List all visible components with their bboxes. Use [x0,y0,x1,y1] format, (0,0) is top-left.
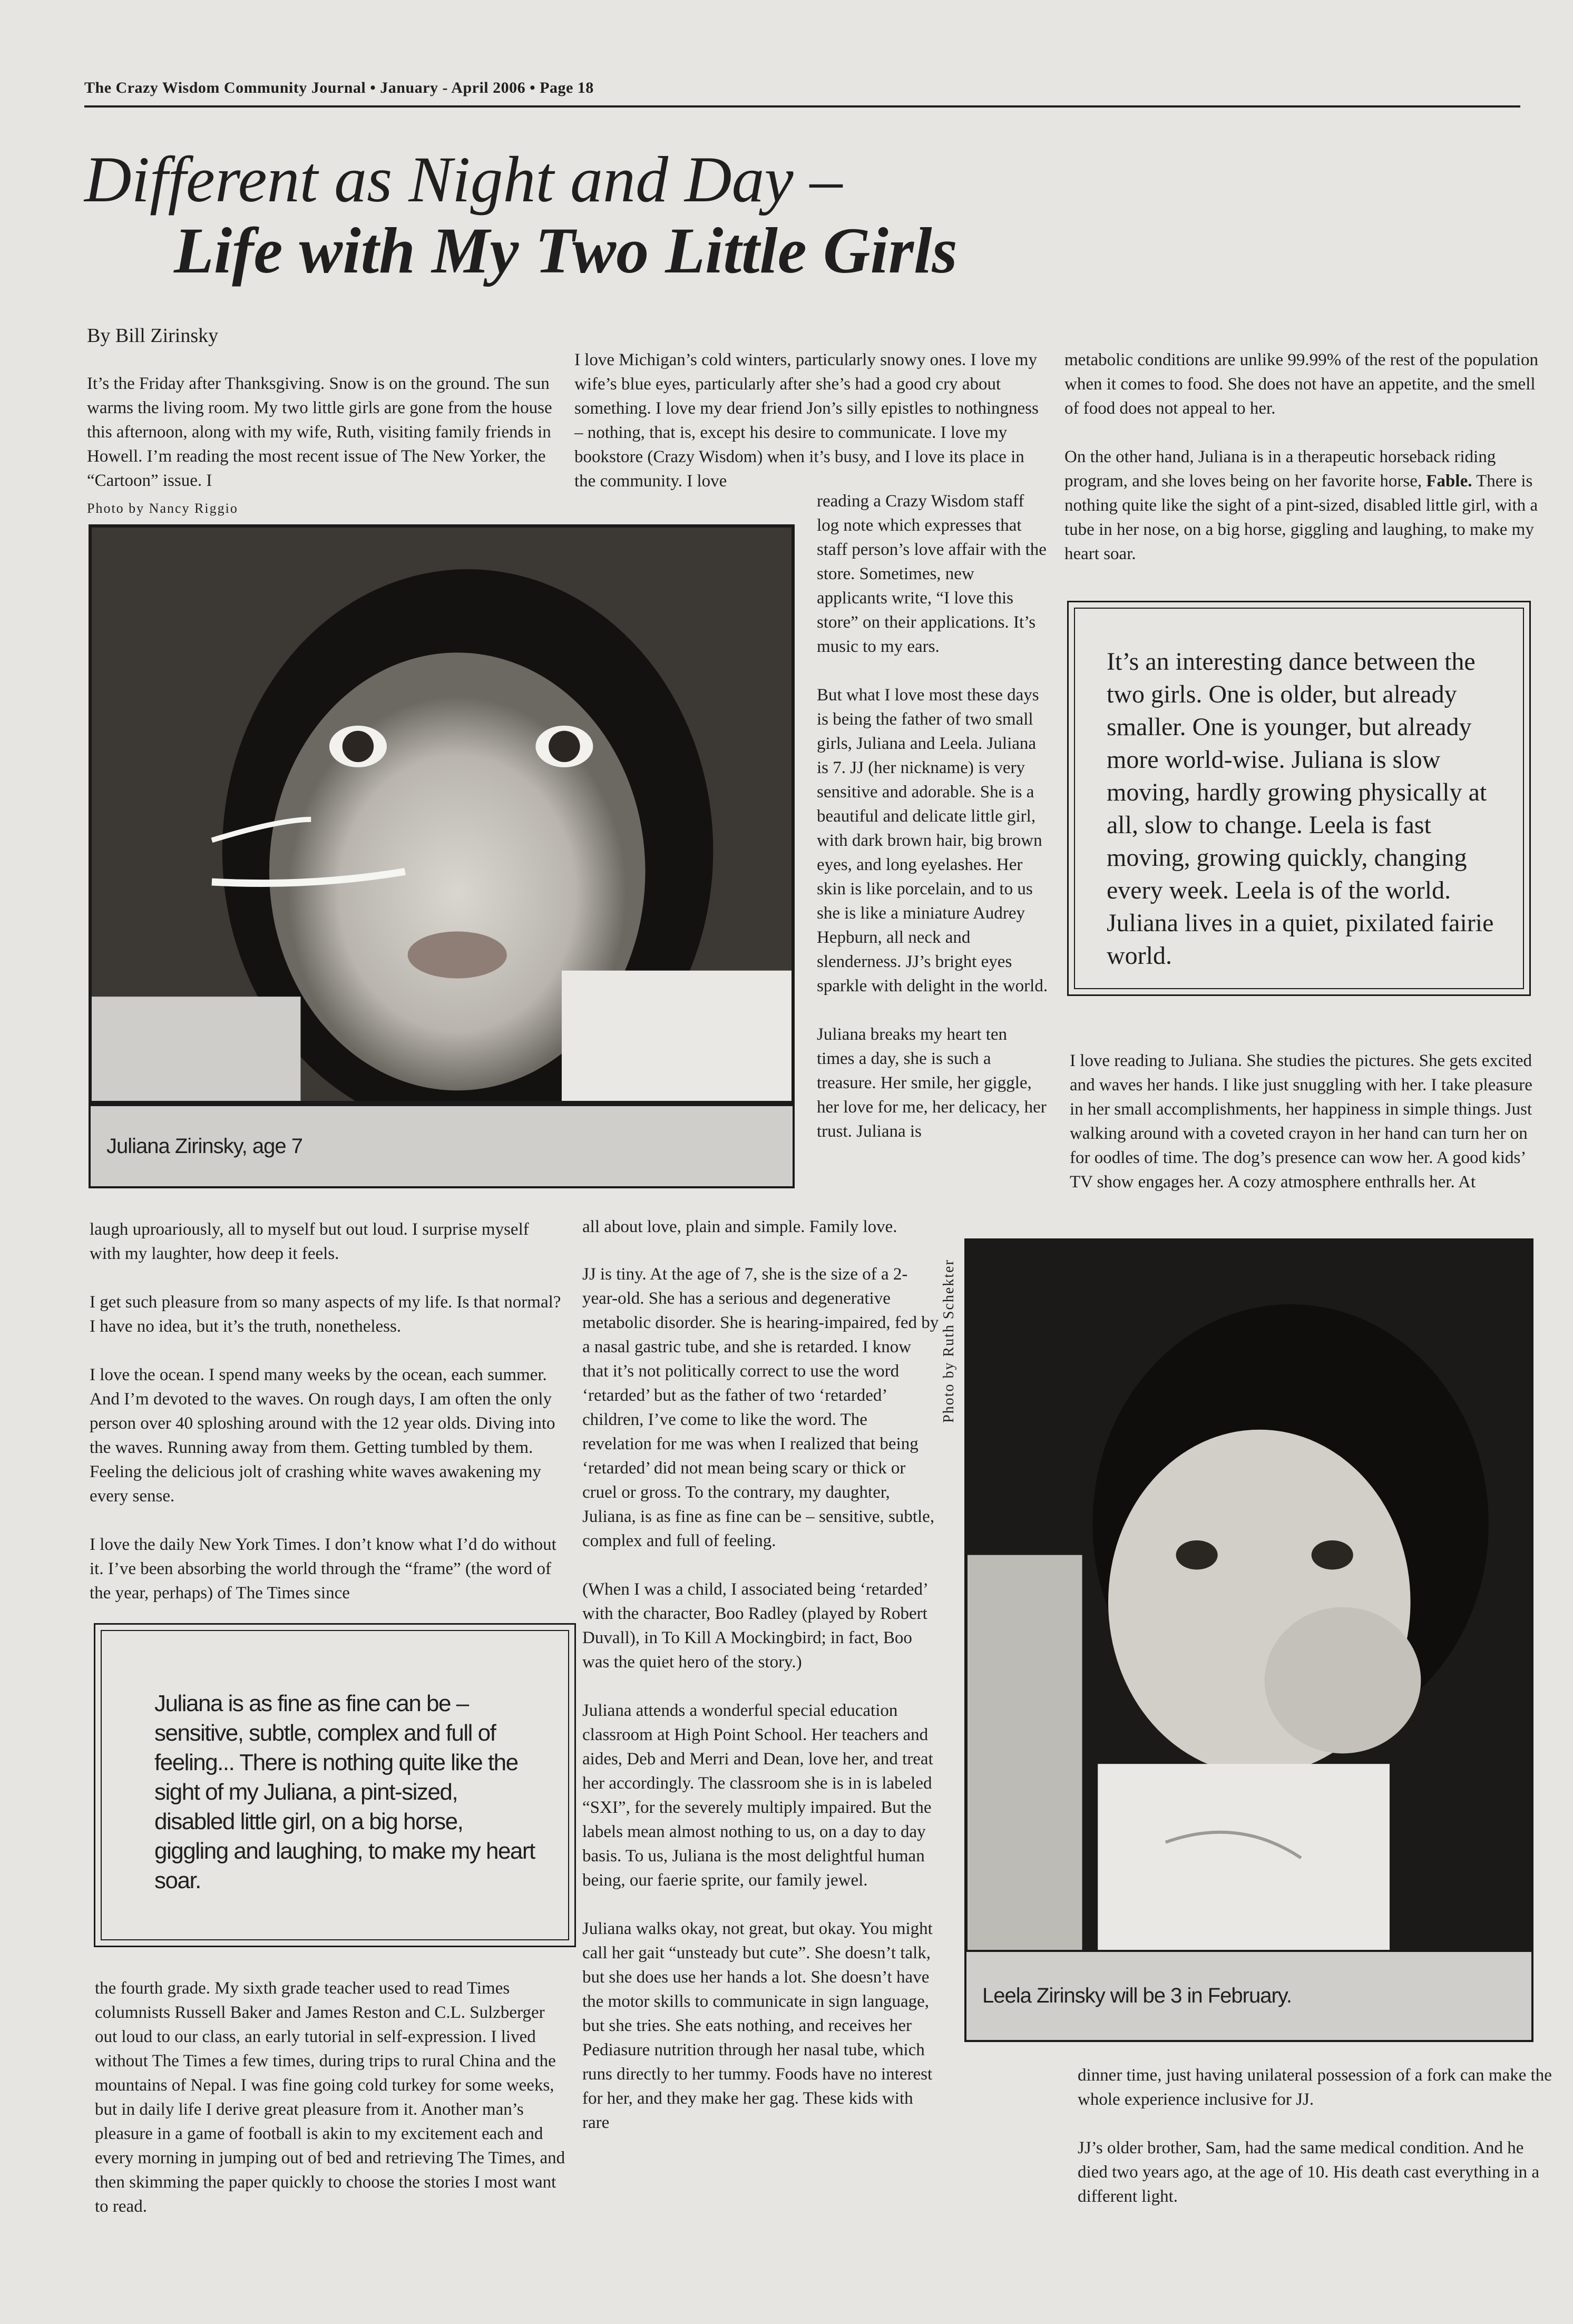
col2-paragraph-2: But what I love most these days is being the father of two small girls, Juliana and Leela. Juliana is 7. JJ (her nickname) is very sensitive and adorable. She is a beautiful and delicate little girl, with dark brown hair, big brown eyes, and long eyelashes. Her skin is like porcelain, and to us she is like a miniature Audrey Hepburn, all neck and slenderness. JJ’s bright eyes sparkle with delight in the world. [817,686,1048,995]
col1-paragraph-4: I love the ocean. I spend many weeks by the ocean, each summer. And I’m devoted to the waves. On rough days, I am often the only person over 40 sploshing around with the 12 year olds. Diving into the waves. Running away from them. Getting tumbled by them. Feeling the delicious jolt of crashing white waves awakening my every sense. [90,1365,555,1506]
pullquote-right [1067,601,1531,996]
pullquote-right-text: It’s an interesting dance between the two girls. One is older, but already smaller. One is younger, but already more world-wise. Juliana is slow moving, hardly growing physically at all, slow to change. Leela is fast moving, growing quickly, changing every week. Leela is of the world. Juliana lives in a quiet, pixilated fairie world. [1107,648,1494,970]
juliana-photo [89,524,795,1104]
col1-paragraph-6: the fourth grade. My sixth grade teacher used to read Times columnists Russell Baker and James Reston and C.L. Sulzberger out loud to our class, an early tutorial in self-expression. I lived without The Times a few times, during trips to rural China and the mountains of Nepal. I was fine going cold turkey for some weeks, but in daily life I derive great pleasure from it. Another man’s pleasure in a game of football is akin to my excitement each and every morning in jumping out of bed and retrieving The Times, and then skimming the paper quickly to choose the stories I most want to read. [95,1979,565,2216]
leela-photo [964,1238,1533,1955]
col2-paragraph-1a: I love Michigan’s cold winters, particularly snowy ones. I love my wife’s blue eyes, particularly after she’s had a good cry about something. I love my dear friend Jon’s silly epistles to nothingness – nothing, that is, except his desire to communicate. I love my bookstore (Crazy Wisdom) when it’s busy, and I love its place in the community. I love [574,350,1039,491]
col2-paragraph-1b: reading a Crazy Wisdom staff log note which expresses that staff person’s love affair with the store. Sometimes, new applicants write, “I love this store” on their applications. It’s music to my ears. [817,492,1047,656]
leela-portrait-image [968,1242,1530,1952]
juliana-caption: Juliana Zirinsky, age 7 [106,1134,302,1158]
col2-middle [582,1262,941,2135]
juliana-caption-box [89,1104,795,1188]
col2-paragraph-6: Juliana attends a wonderful special education classroom at High Point School. Her teachers and aides, Deb and Merri and Dean, love her, and treat her accordingly. The classroom she is in is labeled “SXI”, for the severely multiply impaired. But the labels mean almost nothing to us, on a day to day basis. To us, Juliana is the most delightful human being, our faerie sprite, our family jewel. [582,1701,933,1890]
col1-paragraph-3: I get such pleasure from so many aspects of my life. Is that normal? I have no idea, but it’s the truth, nonetheless. [90,1293,561,1336]
col2-paragraph-5: (When I was a child, I associated being ‘retarded’ with the character, Boo Radley (played by Robert Duvall), in To Kill A Mockingbird; in fact, Boo was the quiet hero of the story.) [582,1580,927,1672]
col2-paragraph-3b: all about love, plain and simple. Family love. [582,1217,897,1236]
col3-bottom [1078,2063,1552,2209]
col1-intro [87,372,561,493]
col3-paragraph-2a: On the other hand, Juliana is in a therapeutic horseback riding program, and she loves being on her favorite horse, [1064,447,1496,491]
pullquote-left [94,1623,576,1947]
col2-paragraph-4: JJ is tiny. At the age of 7, she is the size of a 2-year-old. She has a serious and degenerative metabolic disorder. She is hearing-impaired, fed by a nasal gastric tube, and she is retarded. I know that it’s not politically correct to use the word ‘retarded’ but as the father of two ‘retarded’ children, I’ve come to like the word. The revelation for me was when I realized that being ‘retarded’ did not mean being scary or thick or cruel or gross. To the contrary, my daughter, Juliana, is as fine as fine can be – sensitive, subtle, complex and full of feeling. [582,1265,939,1550]
col1-paragraph-1: It’s the Friday after Thanksgiving. Snow is on the ground. The sun warms the living room. My two little girls are gone from the house this afternoon, along with my wife, Ruth, visiting family friends in Howell. I’m reading the most recent issue of The New Yorker, the “Cartoon” issue. I [87,374,552,490]
juliana-portrait-image [92,528,792,1101]
article-title-line2: Life with My Two Little Girls [174,214,958,287]
col1-lower [90,1217,564,1605]
col2-narrow [817,489,1049,1144]
col1-paragraph-5: I love the daily New York Times. I don’t know what I’d do without it. I’ve been absorbing the world through the “frame” (the word of the year, perhaps) of The Times since [90,1535,556,1603]
col3-paragraph-4: dinner time, just having unilateral possession of a fork can make the whole experience inclusive for JJ. [1078,2066,1552,2109]
header-rule [84,105,1520,108]
pullquote-left-text: Juliana is as fine as fine can be – sensitive, subtle, complex and full of feeling... There is nothing quite like the sight of my Juliana, a pint-sized, disabled little girl, on a big horse, giggling and laughing, to make my heart soar. [154,1691,535,1893]
col2-paragraph-7: Juliana walks okay, not great, but okay. You might call her gait “unsteady but cute”. She doesn’t talk, but she does use her hands a lot. She doesn’t have the motor skills to communicate in sign language, but she tries. She eats nothing, and receives her Pediasure nutrition through her nasal tube, which runs directly to her tummy. Foods have no interest for her, and they make her gag. These kids with rare [582,1919,933,2132]
leela-caption-box [964,1950,1533,2042]
col3-middle [1070,1049,1533,1194]
col2-paragraph-3: Juliana breaks my heart ten times a day, she is such a treasure. Her smile, her giggle, her love for me, her delicacy, her trust. Juliana is [817,1025,1047,1141]
running-head: The Crazy Wisdom Community Journal • January - April 2006 • Page 18 [84,79,594,96]
col3-paragraph-2b: There is nothing quite like the sight of a pint-sized, disabled little girl, with a tube in her nose, on a big horse, giggling and laughing, to make my heart soar. [1064,472,1538,563]
col3-paragraph-2 [1064,445,1539,566]
col3-paragraph-1: metabolic conditions are unlike 99.99% of the rest of the population when it comes to food. She does not have an appetite, and the smell of food does not appeal to her. [1064,350,1539,418]
leela-caption: Leela Zirinsky will be 3 in February. [982,1984,1292,2007]
col3-paragraph-3: I love reading to Juliana. She studies the pictures. She gets excited and waves her hands. I like just snuggling with her. I take pleasure in her small accomplishments, her happiness in simple things. Just walking around with a coveted crayon in her hand can turn her on for oodles of time. The dog’s presence can wow her. A good kids’ TV show engages her. A cozy atmosphere enthralls her. At [1070,1051,1532,1192]
byline: By Bill Zirinsky [87,325,219,347]
horse-name: Fable. [1426,472,1472,491]
col3-top [1064,348,1539,566]
leela-photo-credit: Photo by Ruth Schekter [941,1259,957,1423]
col2-top [574,348,1049,493]
col1-paragraph-2: laugh uproariously, all to myself but out loud. I surprise myself with my laughter, how deep it feels. [90,1220,529,1263]
col1-bottom [95,1976,569,2219]
juliana-photo-credit: Photo by Nancy Riggio [87,501,238,516]
article-title-line1: Different as Night and Day – [84,143,843,216]
col3-paragraph-5: JJ’s older brother, Sam, had the same medical condition. And he died two years ago, at the age of 10. His death cast everything in a different light. [1078,2139,1540,2206]
